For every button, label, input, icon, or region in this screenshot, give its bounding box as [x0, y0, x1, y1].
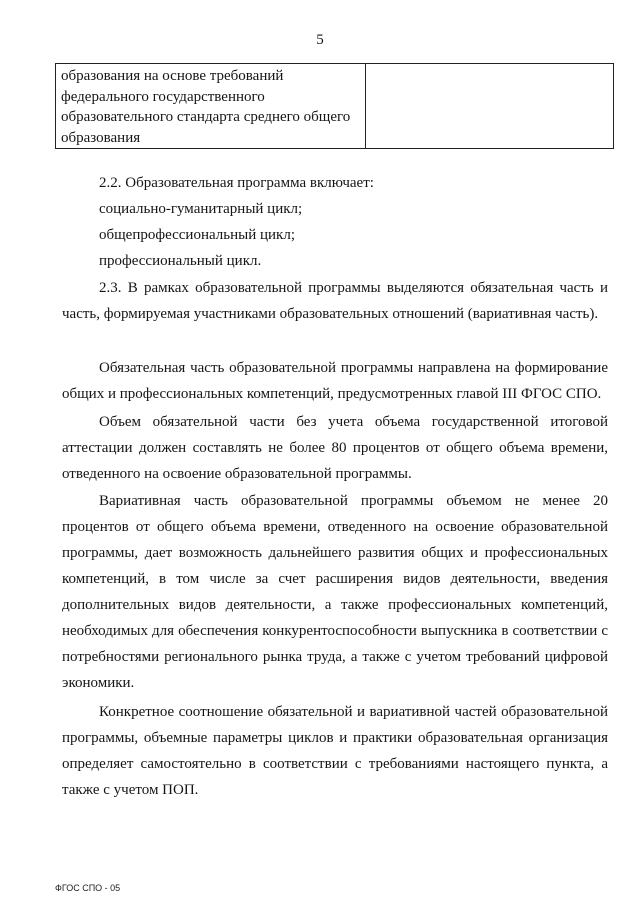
table-cell-left: [56, 64, 366, 149]
page-number: 5: [316, 32, 324, 48]
paragraph-mandatory-volume: Объем обязательной части без учета объема государственной итоговой аттестации должен составлять не более 80 процентов от общего объема времени, отведенного на освоение образовательной программы.: [62, 414, 608, 482]
section-2-2-heading: 2.2. Образовательная программа включает:: [99, 175, 374, 191]
list-item: профессиональный цикл.: [99, 253, 262, 269]
list-item: общепрофессиональный цикл;: [99, 227, 295, 243]
table-cell-line: образования: [61, 129, 141, 146]
table-cell-right: [366, 64, 614, 149]
paragraph-2-3: 2.3. В рамках образовательной программы выделяются обязательная часть и часть, формируемая участниками образовательных отношений (вариативная часть).: [62, 280, 608, 322]
table-cell-line: образования на основе требований: [61, 68, 284, 84]
paragraph-mandatory-part: Обязательная часть образовательной программы направлена на формирование общих и профессиональных компетенций, предусмотренных главой III ФГОС СПО.: [62, 360, 608, 402]
list-item: социально-гуманитарный цикл;: [99, 201, 303, 217]
paragraph-ratio: Конкретное соотношение обязательной и вариативной частей образовательной программы, объемные параметры циклов и практики образовательная организация определяет самостоятельно в соответствии с требованиями настоящего пункта, а также с учетом ПОП.: [62, 704, 608, 798]
table-cell-line: федерального государственного: [61, 88, 265, 105]
document-footer-code: ФГОС СПО - 05: [55, 883, 121, 893]
table-cell-line: образовательного стандарта среднего общего: [61, 109, 351, 125]
paragraph-variable-part: Вариативная часть образовательной программы объемом не менее 20 процентов от общего объема времени, отведенного на освоение образовательной программы, дает возможность дальнейшего развития общих и профессиональных компетенций, в том числе за счет расширения видов деятельности, введения дополнительных видов деятельности, а также профессиональных компетенций, необходимых для обеспечения конкурентоспособности выпускника в соответствии с потребностями регионального рынка труда, а также с учетом требований цифровой экономики.: [62, 493, 608, 691]
table-row: [56, 64, 614, 149]
continuation-table: [55, 63, 614, 149]
